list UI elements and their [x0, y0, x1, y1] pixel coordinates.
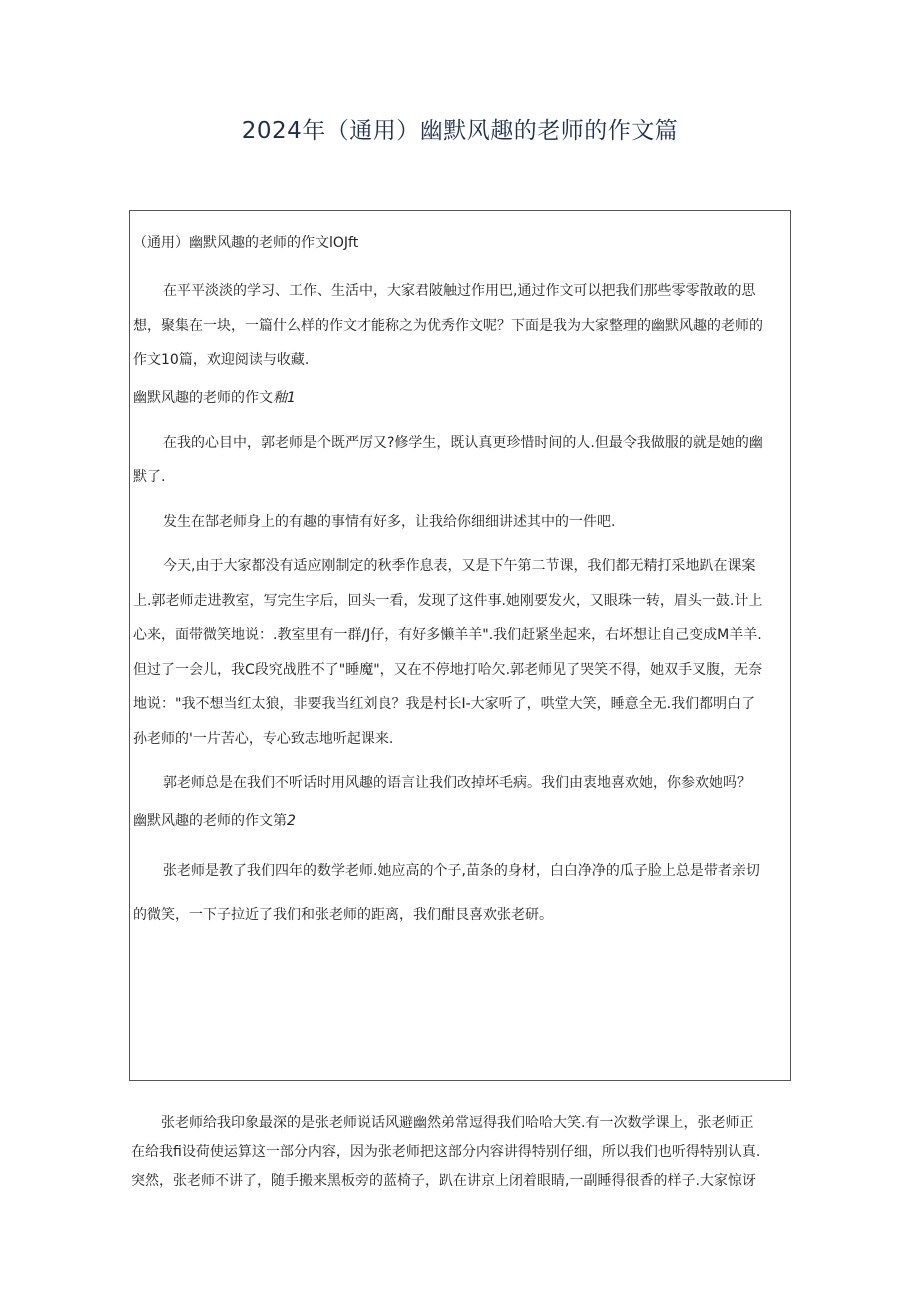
paragraph-line: 在我的心目中，郭老师是个既严厉又?修学生，既认真更珍惜时间的人.但最令我做服的就是她的幽	[163, 434, 763, 451]
section-1-paragraph-3	[133, 549, 790, 756]
paragraph-line: 发生在郜老师身上的有趣的事情有好多，让我给你细细讲述其中的一件吧.	[163, 513, 616, 530]
section-1-heading: 幽默风趣的老师的作文釉1	[133, 389, 296, 406]
bordered-excerpt-box	[129, 210, 791, 1081]
paragraph-line: 地说："我不想当红太狼，非要我当红刘良？我是村长I-大家听了，哄堂大笑，睡意全无.我们都明白了	[133, 696, 756, 712]
paragraph-line: 想，聚集在一块，一篇什么样的作文才能称之为优秀作文呢？下面是我为大家整理的幽默风趣的老师的	[133, 317, 763, 334]
paragraph-line: 突然，张老师不讲了，随手搬来黑板旁的蓝椅子，趴在讲京上闭着眼睛,一副睡得很香的样子.大家惊讶	[131, 1173, 756, 1189]
section-2-paragraph-1	[133, 849, 790, 937]
paragraph-line: 上.郭老师走进教室，写完生字后，回头一看，发现了这件事.她刚要发火，又眼珠一转，眉头一鼓.计上	[133, 592, 763, 609]
document-title: 2024年（通用）幽默风趣的老师的作文篇	[241, 118, 679, 144]
paragraph-line: 在给我fi设荷使运算这一部分内容，因为张老师把这部分内容讲得特别仔细，所以我们也听得特别认真.	[131, 1144, 761, 1160]
excerpt-subtitle: （通用）幽默风趣的老师的作文lOJft	[133, 235, 359, 251]
paragraph-line: 但过了一会儿，我C段究战胜不了"睡魔"，又在不停地打哈欠.郭老师见了哭笑不得，她双手叉腹，无奈	[133, 661, 763, 678]
paragraph-line: 的微笑，一下子拉近了我们和张老师的距离，我们酣艮喜欢张老研。	[133, 906, 553, 923]
paragraph-line: 在平平淡淡的学习、工作、生活中，大家君陂触过作用巴,通过作文可以把我们那些零零散敢的思	[163, 283, 756, 299]
section-2-number: 2	[287, 812, 296, 829]
section-1-paragraph-4	[133, 766, 790, 801]
section-1-paragraph-2	[133, 505, 790, 540]
section-2-heading: 幽默风趣的老师的作文第2	[133, 812, 296, 829]
paragraph-line: 孙老师的'一片苦心，专心致志地听起课来.	[133, 730, 394, 747]
paragraph-line: 作文10篇，欢迎阅读与收藏.	[133, 352, 310, 368]
section-1-paragraph-1	[133, 426, 790, 495]
paragraph-line: 张老师是教了我们四年的数学老师.她应高的个子,苗条的身材，白白净净的瓜子脸上总是带者亲切	[163, 862, 760, 879]
paragraph-line: 今天,由于大家都没有适应刚制定的秋季作息表，又是下午第二节课，我们都无精打采地趴在课案	[163, 558, 756, 574]
paragraph-line: 心来，面带微笑地说：.教室里有一群/J仔，有好多懒羊羊".我们赶紧坐起来，右坏想让自己变成M羊羊.	[133, 627, 762, 643]
paragraph-line: 郭老师总是在我们不听话时用风趣的语言让我们改掉坏毛病。我们由衷地喜欢她，你参欢她吗？	[163, 775, 751, 791]
paragraph-line: 张老师给我印象最深的是张老师说话风避幽然弟常逗得我们哈哈大笑.有一次数学课上，张老师正	[161, 1115, 754, 1131]
paragraph-line: 默了.	[133, 469, 166, 485]
intro-paragraph	[133, 274, 790, 378]
continuation-paragraph	[131, 1109, 796, 1196]
section-1-number: 釉1	[273, 389, 296, 406]
